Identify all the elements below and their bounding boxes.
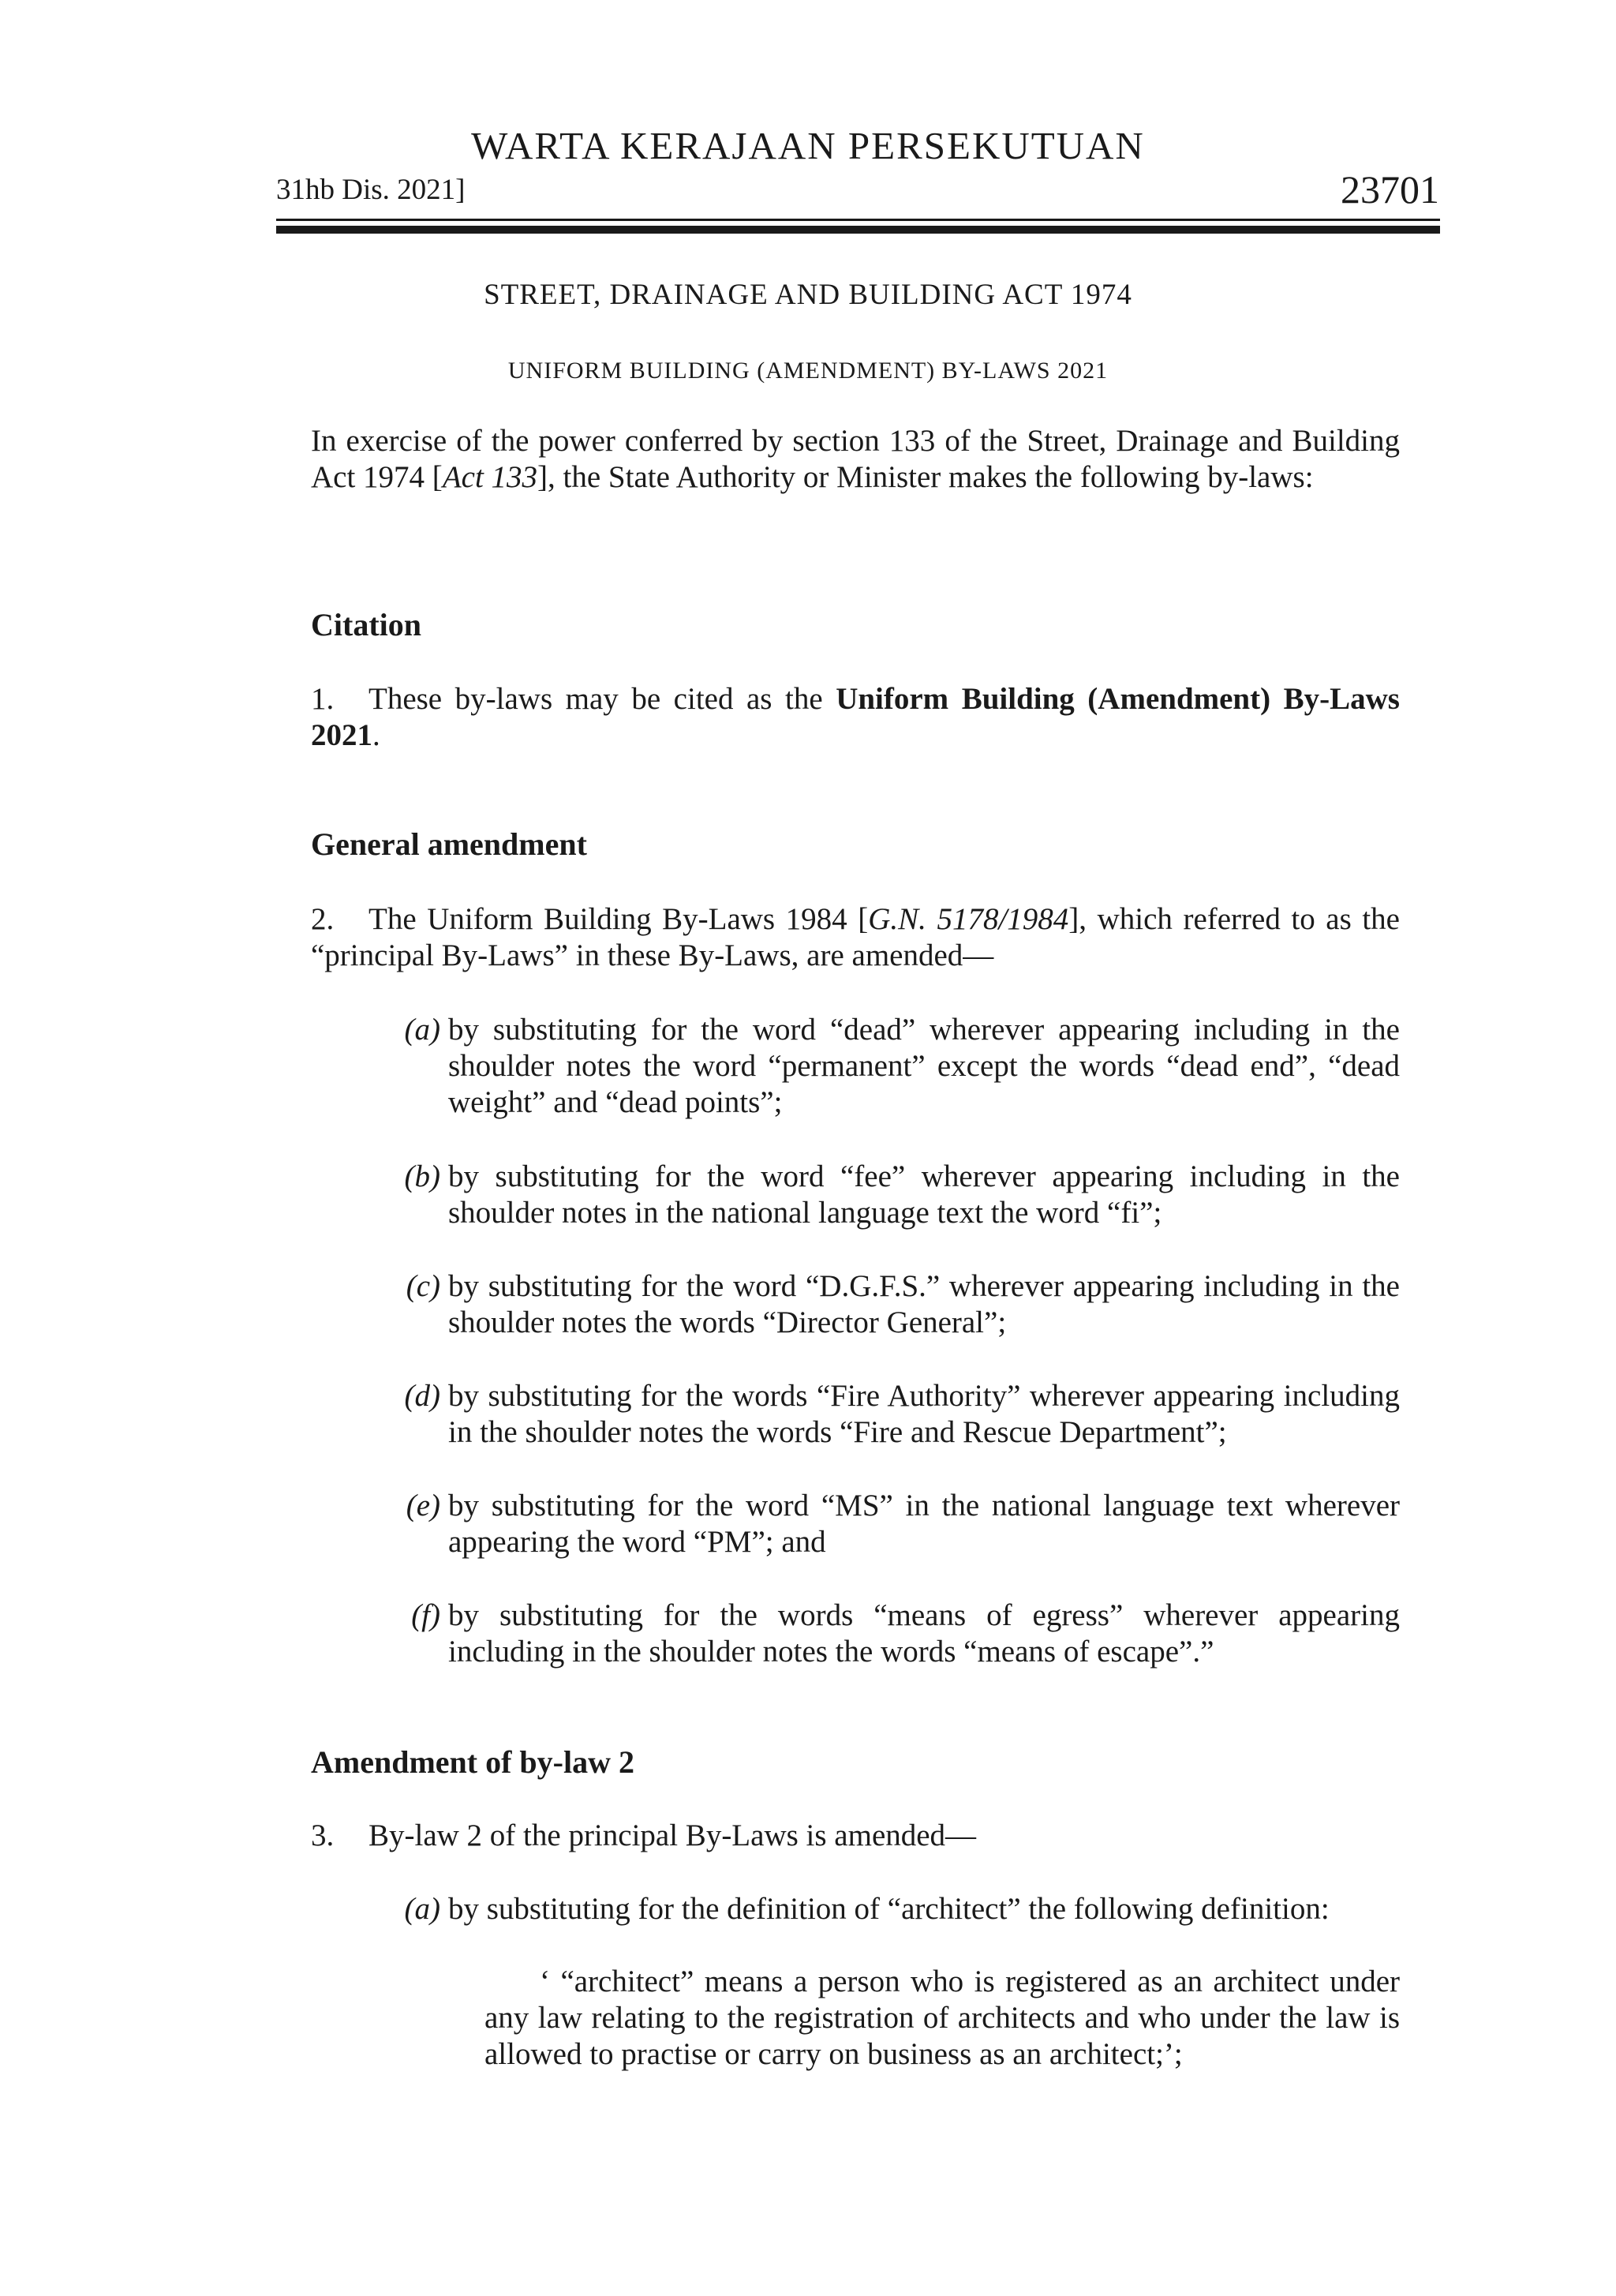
general-amendment-paragraph xyxy=(311,901,1400,974)
citation-bold-title: Uniform Building (Amendment) By-Laws 2021 xyxy=(311,682,1400,752)
heading-amendment-bylaw-2: Amendment of by-law 2 xyxy=(311,1744,634,1780)
architect-definition-quote: ‘ “architect” means a person who is registered as an architect under any law relating to the registration of architects and who under the law is allowed to practise or carry on business as an architect;’; xyxy=(484,1965,1400,2071)
item-text: by substituting for the word “MS” in the national language text wherever appearing the word “PM”; and xyxy=(448,1489,1400,1559)
preamble-text-start: In exercise of the power conferred by section 133 of the Street, Drainage and Building Act 1974 [ xyxy=(311,424,1400,494)
section-number: 2. xyxy=(311,902,335,936)
preamble xyxy=(311,423,1400,496)
item-text: by substituting for the word “dead” wherever appearing including in the shoulder notes the word “permanent” except the words “dead end”, “dead weight” and “dead points”; xyxy=(448,1013,1400,1119)
amendment-bylaw-2-paragraph xyxy=(311,1818,1400,1854)
item-text: by substituting for the words “means of egress” wherever appearing including in the shoulder notes the words “means of escape”.” xyxy=(448,1598,1400,1669)
item-text: by substituting for the words “Fire Authority” wherever appearing including in the shoulder notes the words “Fire and Rescue Department”; xyxy=(448,1379,1400,1449)
amendment-bylaw-2-text: By-law 2 of the principal By-Laws is amended— xyxy=(368,1818,977,1852)
citation-text-start: These by-laws may be cited as the xyxy=(368,682,836,716)
gazette-date: 31hb Dis. 2021] xyxy=(276,174,466,206)
heading-citation: Citation xyxy=(311,607,421,642)
item-label: (c) xyxy=(406,1269,440,1303)
item-text: by substituting for the word “fee” wherever appearing including in the shoulder notes in the national language text the word “fi”; xyxy=(448,1159,1400,1230)
heading-general-amendment: General amendment xyxy=(311,826,587,862)
item-label: (a) xyxy=(404,1892,440,1926)
page-number: 23701 xyxy=(1341,167,1439,212)
header-rule-thick xyxy=(276,226,1440,234)
item-label: (d) xyxy=(404,1379,440,1413)
item-text: by substituting for the word “D.G.F.S.” wherever appearing including in the shoulder notes the words “Director General”; xyxy=(448,1269,1400,1339)
item-text: by substituting for the definition of “architect” the following definition: xyxy=(448,1892,1330,1926)
act-reference: Act 133 xyxy=(442,460,538,494)
preamble-text-end: ], the State Authority or Minister makes the following by-laws: xyxy=(537,460,1314,494)
general-amendment-text-start: The Uniform Building By-Laws 1984 [ xyxy=(368,902,869,936)
item-label: (f) xyxy=(411,1598,440,1632)
section-number: 1. xyxy=(311,682,335,716)
header-rule-thin xyxy=(276,219,1440,221)
gn-reference: G.N. 5178/1984 xyxy=(868,902,1069,936)
citation-paragraph xyxy=(311,681,1400,754)
bylaw-title: UNIFORM BUILDING (AMENDMENT) BY-LAWS 2021 xyxy=(507,358,1109,384)
item-label: (b) xyxy=(404,1159,440,1193)
general-amendment-text-end: ], which referred to as the “principal By-Laws” in these By-Laws, are amended— xyxy=(311,902,1400,972)
section-number: 3. xyxy=(311,1818,335,1852)
item-label: (e) xyxy=(406,1489,440,1523)
act-title: STREET, DRAINAGE AND BUILDING ACT 1974 xyxy=(484,279,1132,311)
item-label: (a) xyxy=(404,1013,440,1047)
citation-text-end: . xyxy=(372,718,380,752)
gazette-title: WARTA KERAJAAN PERSEKUTUAN xyxy=(471,124,1145,167)
